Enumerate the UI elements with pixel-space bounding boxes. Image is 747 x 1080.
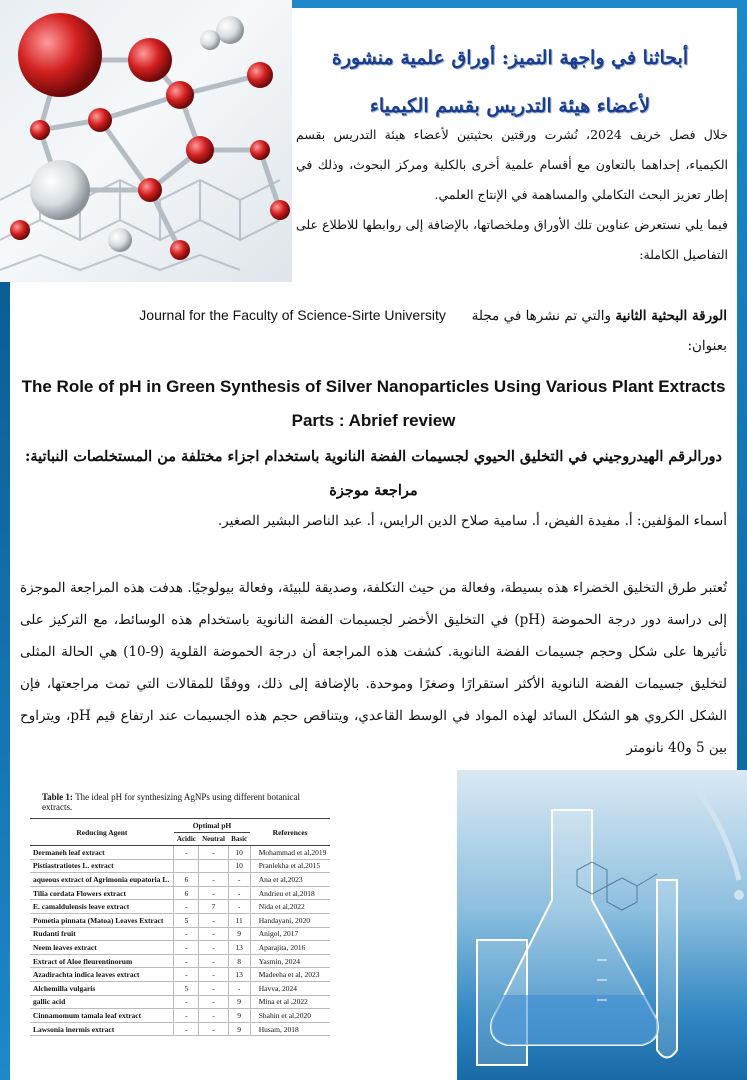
paper-label: الورقة البحثية الثانية [615,308,727,324]
cell-reference: Husam, 2018 [250,1022,330,1036]
cell-neutral: - [199,941,228,955]
cell-acidic: - [174,927,199,941]
cell-acidic: - [174,900,199,914]
table-body [30,846,330,1036]
cell-neutral: - [199,995,228,1009]
cell-acidic: - [174,941,199,955]
intro-text [296,120,728,270]
ph-table [30,818,330,1036]
cell-basic: - [228,900,250,914]
table-caption [42,792,330,812]
cell-agent: Lawsonia inermis extract [30,1022,174,1036]
table-row [30,941,330,955]
cell-reference: Yasmin, 2024 [250,954,330,968]
cell-acidic: - [174,968,199,982]
header-optimal-ph: Optimal pH [174,819,250,833]
cell-acidic: 6 [174,886,199,900]
table-caption-text: The ideal pH for synthesizing AgNPs using different botanical extracts. [42,792,300,812]
cell-agent: Extract of Aloe fleurentinorum [30,954,174,968]
cell-agent: aqueous extract of Agrimonia eupatoria L. [30,873,174,887]
cell-agent: Pistiastratiotes L. extract [30,859,174,873]
cell-basic: - [228,886,250,900]
authors-line: أسماء المؤلفين: أ. مفيدة الفيض، أ. سامية صلاح الدين الرايس، أ. عبد الناصر البشير الصغير. [217,513,727,529]
left-border [0,280,10,1080]
intro-paragraph-1: خلال فصل خريف 2024، نُشرت ورقتين بحثيتين لأعضاء هيئة التدريس بقسم الكيمياء، إحداهما بالتعاون مع أقسام علمية أخرى بالكلية ومركز البحوث، وذلك في إطار تعزيز البحث التكاملي والمساهمة في الإنتاج العلمي. [296,127,728,202]
cell-acidic: - [174,846,199,860]
cell-neutral: - [199,873,228,887]
header-acidic: Acidic [174,833,199,846]
ph-table-figure [30,792,330,1080]
cell-neutral: 7 [199,900,228,914]
cell-agent: Rudanti fruit [30,927,174,941]
cell-acidic [174,859,199,873]
cell-neutral: - [199,1022,228,1036]
table-row [30,913,330,927]
cell-neutral [199,859,228,873]
cell-agent: Azadirachta indica leaves extract [30,968,174,982]
molecule-illustration [0,0,292,282]
cell-acidic: - [174,954,199,968]
cell-acidic: - [174,1009,199,1023]
intro-paragraph-2: فيما يلي نستعرض عناوين تلك الأوراق وملخصاتها، بالإضافة إلى روابطها للاطلاع على التفاصيل الكاملة: [296,217,728,262]
cell-basic: - [228,981,250,995]
table-row [30,995,330,1009]
cell-basic: 8 [228,954,250,968]
cell-reference: Havva, 2024 [250,981,330,995]
lab-glassware-illustration [457,770,747,1080]
table-row [30,846,330,860]
title-line-2: لأعضاء هيئة التدريس بقسم الكيمياء [369,95,651,117]
header-basic: Basic [228,833,250,846]
header-references: References [250,819,330,846]
paper-label-rest: والتي تم نشرها في مجلة [471,308,612,324]
cell-neutral: - [199,954,228,968]
cell-acidic: 6 [174,873,199,887]
cell-neutral: - [199,968,228,982]
cell-agent: Pometia pinnata (Matoa) Leaves Extract [30,913,174,927]
cell-reference: Handayani, 2020 [250,913,330,927]
cell-acidic: 5 [174,981,199,995]
cell-basic: 10 [228,859,250,873]
table-row [30,859,330,873]
cell-agent: gallic acid [30,995,174,1009]
table-row [30,981,330,995]
cell-reference: Mina et al ,2022 [250,995,330,1009]
cell-reference: Aparajita, 2016 [250,941,330,955]
page-title [300,34,720,130]
cell-neutral: - [199,927,228,941]
cell-neutral: - [199,846,228,860]
cell-reference: Andrieu et al,2018 [250,886,330,900]
cell-agent: E. camaldulensis leave extract [30,900,174,914]
abstract-text: تُعتبر طرق التخليق الخضراء هذه بسيطة، وفعالة من حيث التكلفة، وصديقة للبيئة، وفعالة بيولوجيًا. هدفت هذه المراجعة الموجزة إلى دراسة دور درجة الحموضة (pH) في التخليق الأخضر لجسيمات الفضة النانوية باستخدام هذه الوسائط، مع التركيز على تأثيرها على شكل وحجم جسيمات الفضة النانوية. كشفت هذه المراجعة أن درجة الحموضة القلوية (9-10) هي الحالة المثلى لتخليق جسيمات الفضة النانوية الأكثر استقرارًا وصغرًا وموحدة. بالإضافة إلى ذلك، ووفقًا للمقالات التي تمت مراجعتها، فإن الشكل الكروي هو الشكل السائد لهذه المواد في الوسط القاعدي، ويتناقص حجم هذه الجسيمات عند ارتفاع قيم pH، ويتراوح بين 5 و40 نانومتر [20,580,727,756]
paper-title-english: The Role of pH in Green Synthesis of Silver Nanoparticles Using Various Plant Extracts Parts : Abrief review [21,377,726,430]
cell-neutral: - [199,913,228,927]
cell-reference: Pranlekha et al,2015 [250,859,330,873]
journal-name: Journal for the Faculty of Science-Sirte University [139,307,446,323]
header-reducing-agent: Reducing Agent [30,819,174,846]
paper-title-arabic: دورالرقم الهيدروجيني في التخليق الحيوي لجسيمات الفضة النانوية باستخدام اجزاء مختلفة من المستخلصات النباتية: مراجعة موجزة [25,448,722,499]
cell-neutral: - [199,981,228,995]
cell-reference: Shahin et al,2020 [250,1009,330,1023]
cell-basic: 9 [228,927,250,941]
cell-agent: Cinnamomum tamala leaf extract [30,1009,174,1023]
cell-acidic: 5 [174,913,199,927]
cell-acidic: - [174,1022,199,1036]
table-row [30,1022,330,1036]
cell-agent: Alchemilla vulgaris [30,981,174,995]
table-row [30,968,330,982]
table-row [30,886,330,900]
cell-basic: 10 [228,846,250,860]
cell-basic: 9 [228,1022,250,1036]
cell-neutral: - [199,886,228,900]
title-intro: بعنوان: [687,338,727,354]
cell-basic: 11 [228,913,250,927]
cell-reference: Anigol, 2017 [250,927,330,941]
table-caption-label: Table 1: [42,792,73,802]
cell-reference: Nida et al,2022 [250,900,330,914]
header-neutral: Neutral [199,833,228,846]
cell-basic: 13 [228,941,250,955]
cell-basic: 9 [228,995,250,1009]
cell-basic: - [228,873,250,887]
table-row [30,900,330,914]
table-row [30,873,330,887]
journal-line [20,300,727,331]
table-row [30,1009,330,1023]
cell-neutral: - [199,1009,228,1023]
cell-reference: Mohammad et al,2019 [250,846,330,860]
table-row [30,954,330,968]
cell-reference: Madeeha et al, 2023 [250,968,330,982]
cell-agent: Dermaneh leaf extract [30,846,174,860]
cell-basic: 13 [228,968,250,982]
cell-reference: Ana et al,2023 [250,873,330,887]
table-row [30,927,330,941]
cell-agent: Neem leaves extract [30,941,174,955]
cell-acidic: - [174,995,199,1009]
cell-basic: 9 [228,1009,250,1023]
cell-agent: Tilia cordata Flowers extract [30,886,174,900]
title-line-1: أبحاثنا في واجهة التميز: أوراق علمية منشورة [331,47,689,69]
